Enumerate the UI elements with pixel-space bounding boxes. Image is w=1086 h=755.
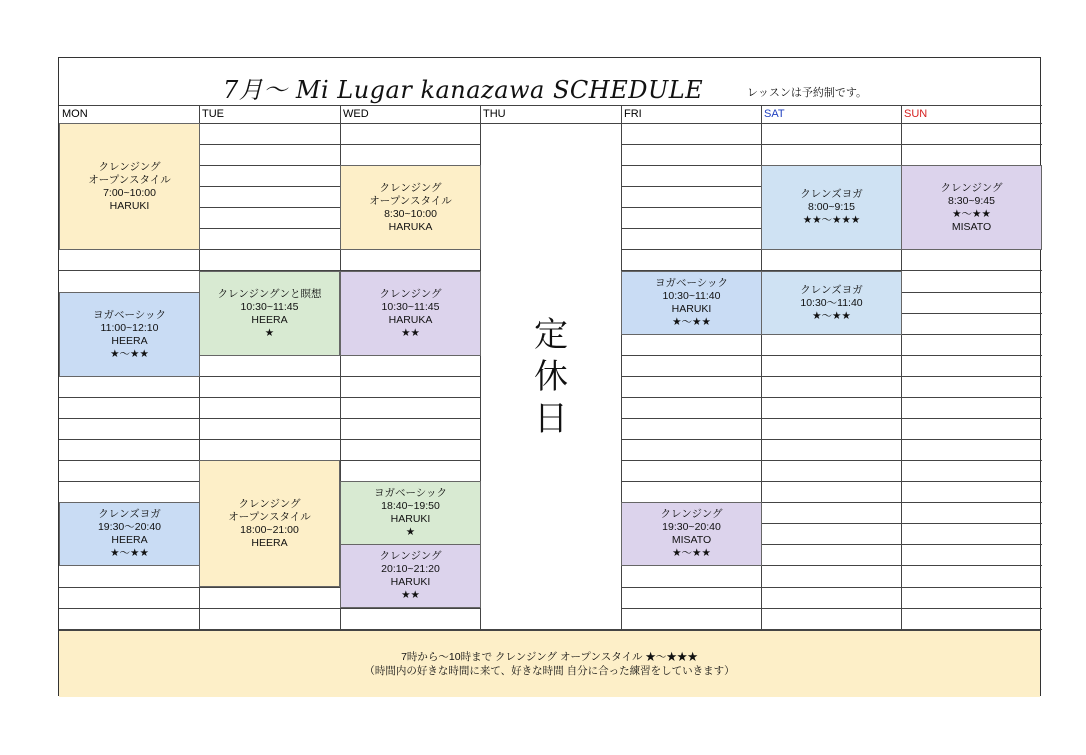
closed-char: 休 [534, 357, 568, 397]
lesson-text: HARUKI [390, 576, 431, 588]
lesson-text: オープンスタイル [88, 173, 171, 186]
lesson-text: クレンジング [940, 181, 1003, 194]
lesson-text: HEERA [111, 534, 148, 546]
lesson-text: ★～★★ [812, 309, 851, 322]
lesson-text: 8:30~9:45 [947, 194, 995, 207]
lesson-block-mon-3[interactable] [59, 502, 200, 566]
lesson-text: ★～★★ [110, 547, 149, 559]
lesson-block-wed-3[interactable] [340, 481, 481, 545]
lesson-text: ★★ [401, 589, 420, 601]
lesson-text: 10:30~11:40 [662, 290, 721, 302]
lesson-text: HARUKI [671, 303, 712, 315]
lesson-text: オープンスタイル [369, 194, 452, 207]
lesson-text: 10:30～11:40 [800, 296, 863, 309]
lesson-text: クレンジング [660, 508, 723, 520]
lesson-block-mon-2[interactable] [59, 292, 200, 377]
lesson-text: ★★ [401, 326, 420, 339]
lesson-text: HARUKA [388, 313, 433, 326]
grid-line [59, 123, 1042, 124]
lesson-block-sat-1[interactable] [761, 165, 902, 250]
lesson-text: クレンジング [238, 497, 301, 510]
lesson-block-wed-4[interactable] [340, 544, 481, 608]
lesson-block-fri-2[interactable] [621, 502, 762, 566]
lesson-text: ★★～★★★ [802, 214, 861, 226]
lesson-block-tue-2[interactable] [199, 460, 340, 587]
day-header-wed: WED [343, 108, 369, 120]
footer-line: （時間内の好きな時間に来て、好きな時間 自分に合った練習をしていきます） [364, 665, 735, 677]
day-header-mon: MON [62, 108, 88, 120]
day-header-fri: FRI [624, 108, 642, 120]
lesson-text: 10:30~11:45 [381, 300, 440, 313]
lesson-block-wed-1[interactable] [340, 165, 481, 250]
lesson-block-sat-2[interactable] [761, 271, 902, 335]
day-header-sat: SAT [764, 108, 785, 120]
lesson-text: MISATO [951, 220, 992, 233]
lesson-text: 11:00~12:10 [100, 321, 159, 334]
schedule-sheet [58, 57, 1041, 696]
lesson-text: ★～★★ [672, 316, 711, 328]
lesson-text: HEERA [251, 313, 288, 326]
lesson-text: 20:10~21:20 [381, 563, 440, 575]
title-row [59, 58, 1040, 105]
lesson-text: 10:30~11:45 [240, 300, 299, 313]
day-header-thu: THU [483, 108, 506, 120]
lesson-text: 19:30~20:40 [662, 521, 721, 533]
lesson-text: ヨガベーシック [92, 308, 167, 321]
lesson-text: クレンジングンと瞑想 [217, 287, 322, 300]
lesson-text: ★～★★ [952, 207, 991, 220]
day-header-tue: TUE [202, 108, 224, 120]
lesson-text: 8:30~10:00 [384, 207, 437, 220]
lesson-text: クレンジング [379, 550, 442, 562]
lesson-text: HEERA [111, 334, 148, 347]
lesson-text: 8:00~9:15 [807, 201, 855, 213]
lesson-text: クレンジング [98, 160, 161, 173]
lesson-block-fri-1[interactable] [621, 271, 762, 335]
reservation-note: レッスンは予約制です。 [747, 86, 868, 99]
page-title: 7月～ Mi Lugar kanazawa SCHEDULE [223, 76, 704, 104]
lesson-text: ★～★★ [110, 347, 149, 360]
lesson-text: 18:40~19:50 [381, 500, 440, 512]
day-header-sun: SUN [904, 108, 928, 120]
lesson-text: ヨガベーシック [654, 277, 729, 289]
closed-day-label [481, 126, 621, 628]
lesson-text: ★ [405, 526, 416, 538]
lesson-text: ★ [264, 326, 275, 339]
footer-note [59, 630, 1040, 697]
closed-char: 定 [534, 315, 568, 355]
lesson-text: クレンジング [379, 287, 442, 300]
closed-char: 日 [534, 399, 568, 439]
lesson-text: 7:00~10:00 [103, 186, 156, 199]
lesson-text: クレンズヨガ [98, 508, 161, 520]
lesson-text: クレンズヨガ [800, 283, 863, 296]
lesson-text: HARUKI [109, 199, 150, 212]
lesson-block-sun-1[interactable] [901, 165, 1042, 250]
lesson-block-tue-1[interactable] [199, 271, 340, 356]
lesson-text: ★～★★ [672, 547, 711, 559]
lesson-text: HARUKI [390, 513, 431, 525]
lesson-text: 18:00~21:00 [240, 523, 299, 536]
lesson-text: HEERA [251, 536, 288, 549]
lesson-text: HARUKA [388, 220, 433, 233]
lesson-block-wed-2[interactable] [340, 271, 481, 356]
lesson-text: ヨガベーシック [373, 487, 448, 499]
lesson-block-mon-1[interactable] [59, 123, 200, 250]
lesson-text: クレンズヨガ [800, 188, 863, 200]
lesson-text: 19:30～20:40 [97, 521, 162, 533]
lesson-text: オープンスタイル [228, 510, 311, 523]
footer-line: 7時から～10時まで クレンジング オープンスタイル ★～★★★ [401, 651, 698, 663]
lesson-text: MISATO [671, 534, 712, 546]
lesson-text: クレンジング [379, 181, 442, 194]
